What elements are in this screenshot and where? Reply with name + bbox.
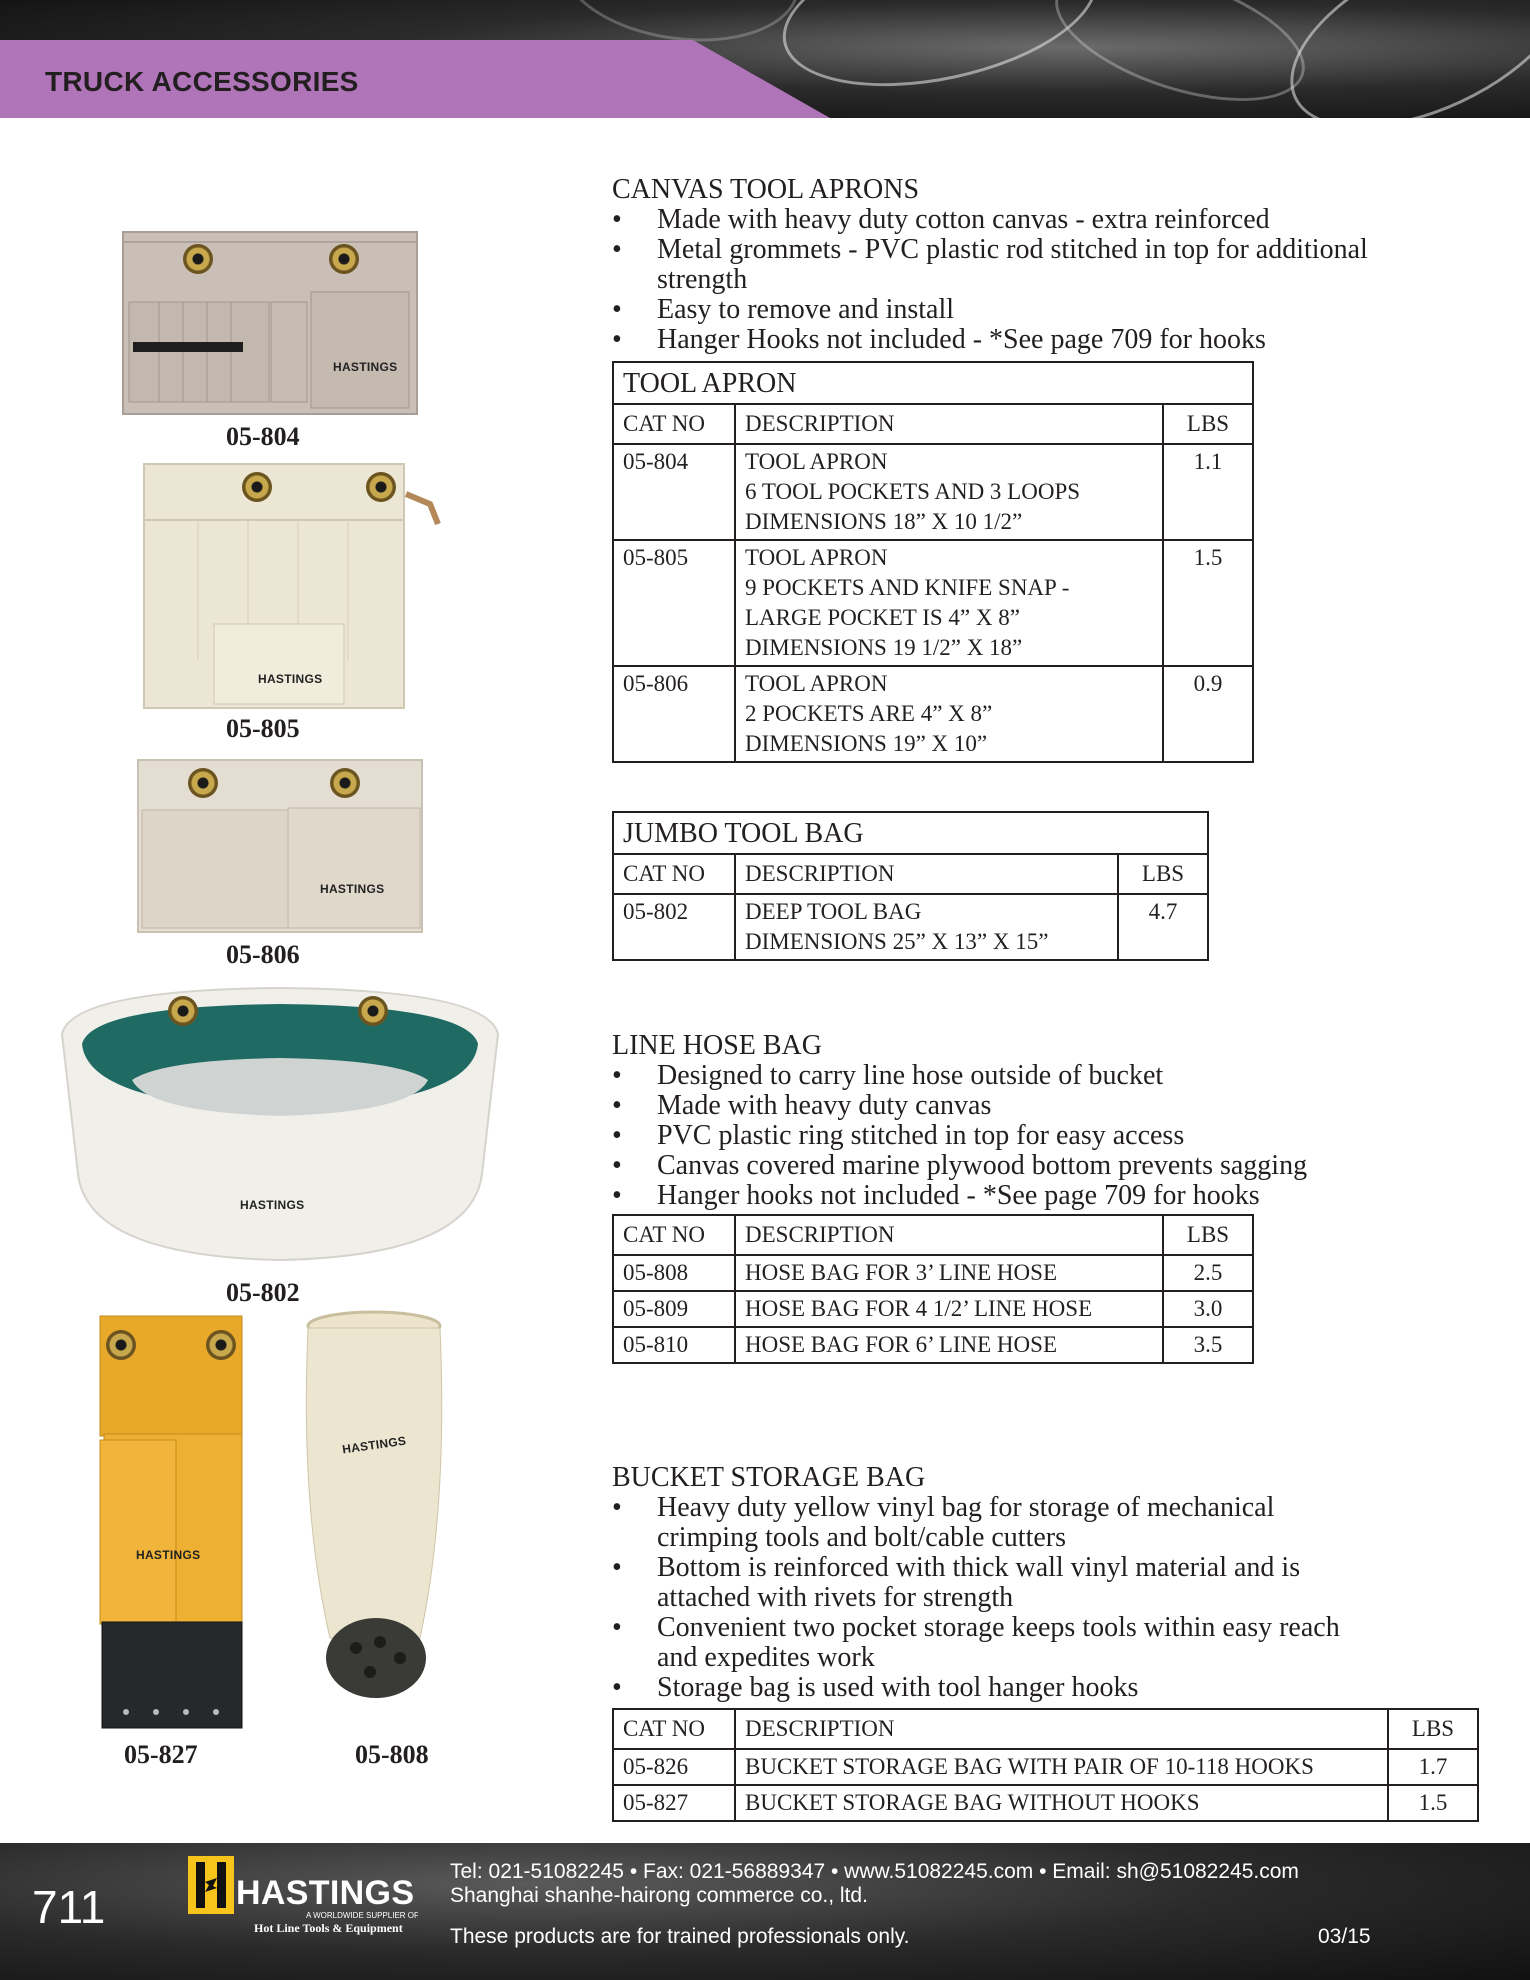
hastings-stamp: HASTINGS (333, 360, 398, 374)
description-cell: HOSE BAG FOR 6’ LINE HOSE (735, 1327, 1163, 1363)
table-row (613, 444, 1253, 540)
grommet-icon (358, 996, 388, 1026)
table-header-row (613, 404, 1253, 444)
table-row (613, 1785, 1478, 1821)
description-cell: HOSE BAG FOR 4 1/2’ LINE HOSE (735, 1291, 1163, 1327)
list-item: • Designed to carry line hose outside of bucket (612, 1061, 1372, 1091)
description-cell: TOOL APRON 9 POCKETS AND KNIFE SNAP - LARGE POCKET IS 4” X 8” DIMENSIONS 19 1/2” X 18” (735, 540, 1163, 666)
lightning-decoration (1262, 0, 1530, 118)
bucket-feature-list (612, 1493, 1372, 1703)
logo-tagline: A WORLDWIDE SUPPLIER OF (306, 1911, 418, 1920)
lbs-cell: 2.5 (1163, 1255, 1253, 1291)
description-cell: BUCKET STORAGE BAG WITH PAIR OF 10-118 HOOKS (735, 1749, 1388, 1785)
description-cell: DEEP TOOL BAG DIMENSIONS 25” X 13” X 15” (735, 894, 1118, 960)
grommet-icon (206, 1330, 236, 1360)
list-item: • Easy to remove and install (612, 295, 1372, 325)
grommet-icon (242, 472, 272, 502)
footer-date: 03/15 (1318, 1925, 1371, 1948)
bucket-storage-bag-image (96, 1312, 246, 1732)
photo-caption: 05-804 (226, 422, 300, 451)
line-hose-bag-image (290, 1308, 450, 1728)
jumbo-tool-bag-table (612, 811, 1209, 961)
lbs-cell: 4.7 (1118, 894, 1208, 960)
description-cell: TOOL APRON 6 TOOL POCKETS AND 3 LOOPS DIMENSIONS 18” X 10 1/2” (735, 444, 1163, 540)
list-item: • Metal grommets - PVC plastic rod stitched in top for additional strength (612, 235, 1372, 295)
hastings-stamp: HASTINGS (136, 1548, 201, 1562)
list-item: • Made with heavy duty cotton canvas - extra reinforced (612, 205, 1372, 235)
cat-no-cell: 05-808 (613, 1255, 735, 1291)
table-row (613, 1749, 1478, 1785)
aprons-feature-list (612, 205, 1372, 355)
table-row (613, 894, 1208, 960)
cat-no-cell: 05-827 (613, 1785, 735, 1821)
column-header: LBS (1388, 1709, 1478, 1749)
cat-no-cell: 05-805 (613, 540, 735, 666)
table-title: JUMBO TOOL BAG (613, 812, 1208, 854)
cat-no-cell: 05-810 (613, 1327, 735, 1363)
company-line: Shanghai shanhe-hairong commerce co., ltd. (450, 1884, 868, 1907)
list-item: • Convenient two pocket storage keeps tools within easy reach and expedites work (612, 1613, 1372, 1673)
list-item: • Heavy duty yellow vinyl bag for storage of mechanical crimping tools and bolt/cable cutters (612, 1493, 1372, 1553)
bucket-storage-bag-table (612, 1708, 1479, 1822)
list-item: • Made with heavy duty canvas (612, 1091, 1372, 1121)
section-heading-bucket: BUCKET STORAGE BAG (612, 1462, 926, 1493)
line-hose-bag-table (612, 1214, 1254, 1364)
lbs-cell: 1.1 (1163, 444, 1253, 540)
hastings-stamp: HASTINGS (258, 672, 323, 686)
hastings-stamp: HASTINGS (320, 882, 385, 896)
column-header: CAT NO (613, 854, 735, 894)
contact-line: Tel: 021-51082245 • Fax: 021-56889347 • www.51082245.com • Email: sh@51082245.com (450, 1860, 1299, 1883)
lbs-cell: 1.7 (1388, 1749, 1478, 1785)
cat-no-cell: 05-826 (613, 1749, 735, 1785)
table-row (613, 540, 1253, 666)
photo-caption: 05-805 (226, 714, 300, 743)
table-row (613, 666, 1253, 762)
page-number: 711 (32, 1881, 106, 1933)
logo-tagline: Hot Line Tools & Equipment (254, 1921, 403, 1935)
column-header: CAT NO (613, 404, 735, 444)
photo-caption: 05-808 (355, 1740, 429, 1769)
column-header: CAT NO (613, 1215, 735, 1255)
list-item: • Canvas covered marine plywood bottom prevents sagging (612, 1151, 1372, 1181)
product-photo-05-827 (96, 1312, 246, 1732)
photo-caption: 05-802 (226, 1278, 300, 1307)
logo-wordmark: HASTINGS (236, 1874, 414, 1912)
section-title: TRUCK ACCESSORIES (45, 66, 359, 97)
table-title: TOOL APRON (613, 362, 1253, 404)
photo-caption: 05-827 (124, 1740, 198, 1769)
product-photo-05-804 (121, 230, 419, 416)
column-header: DESCRIPTION (735, 1709, 1388, 1749)
column-header: DESCRIPTION (735, 404, 1163, 444)
product-photo-05-806 (134, 756, 426, 936)
lbs-cell: 3.0 (1163, 1291, 1253, 1327)
column-header: LBS (1118, 854, 1208, 894)
list-item: • Storage bag is used with tool hanger hooks (612, 1673, 1372, 1703)
cat-no-cell: 05-804 (613, 444, 735, 540)
column-header: CAT NO (613, 1709, 735, 1749)
hastings-stamp: HASTINGS (240, 1198, 305, 1212)
cat-no-cell: 05-802 (613, 894, 735, 960)
tool-apron-804-image (121, 230, 419, 416)
column-header: LBS (1163, 404, 1253, 444)
column-header: LBS (1163, 1215, 1253, 1255)
hose-feature-list (612, 1061, 1372, 1211)
grommet-icon (106, 1330, 136, 1360)
section-heading-hose: LINE HOSE BAG (612, 1030, 822, 1061)
column-header: DESCRIPTION (735, 854, 1118, 894)
hastings-stamp: HASTINGS (341, 1433, 408, 1457)
list-item: • PVC plastic ring stitched in top for easy access (612, 1121, 1372, 1151)
lbs-cell: 0.9 (1163, 666, 1253, 762)
grommet-icon (168, 996, 198, 1026)
lbs-cell: 3.5 (1163, 1327, 1253, 1363)
table-row (613, 1291, 1253, 1327)
description-cell: TOOL APRON 2 POCKETS ARE 4” X 8” DIMENSIONS 19” X 10” (735, 666, 1163, 762)
description-cell: HOSE BAG FOR 3’ LINE HOSE (735, 1255, 1163, 1291)
table-row (613, 1255, 1253, 1291)
table-row (613, 1327, 1253, 1363)
section-heading-aprons: CANVAS TOOL APRONS (612, 174, 920, 205)
column-header: DESCRIPTION (735, 1215, 1163, 1255)
lbs-cell: 1.5 (1388, 1785, 1478, 1821)
tool-apron-806-image (134, 756, 426, 936)
table-header-row (613, 1215, 1253, 1255)
disclaimer-line: These products are for trained professionals only. (450, 1925, 910, 1948)
product-photo-05-802 (52, 984, 508, 1264)
product-photo-05-805 (138, 460, 448, 712)
cat-no-cell: 05-806 (613, 666, 735, 762)
list-item: • Hanger hooks not included - *See page 709 for hooks (612, 1181, 1372, 1211)
lightning-decoration (1039, 0, 1320, 118)
list-item: • Bottom is reinforced with thick wall vinyl material and is attached with rivets for strength (612, 1553, 1372, 1613)
grommet-icon (366, 472, 396, 502)
grommet-icon (188, 768, 218, 798)
tool-apron-table (612, 361, 1254, 763)
lbs-cell: 1.5 (1163, 540, 1253, 666)
grommet-icon (329, 244, 359, 274)
table-header-row (613, 854, 1208, 894)
cat-no-cell: 05-809 (613, 1291, 735, 1327)
jumbo-tool-bag-image (52, 984, 508, 1264)
hastings-logo (186, 1856, 418, 1938)
description-cell: BUCKET STORAGE BAG WITHOUT HOOKS (735, 1785, 1388, 1821)
grommet-icon (330, 768, 360, 798)
hastings-logo-icon (186, 1856, 418, 1938)
photo-caption: 05-806 (226, 940, 300, 969)
table-header-row (613, 1709, 1478, 1749)
list-item: • Hanger Hooks not included - *See page 709 for hooks (612, 325, 1372, 355)
product-photo-05-808 (290, 1308, 450, 1728)
grommet-icon (183, 244, 213, 274)
